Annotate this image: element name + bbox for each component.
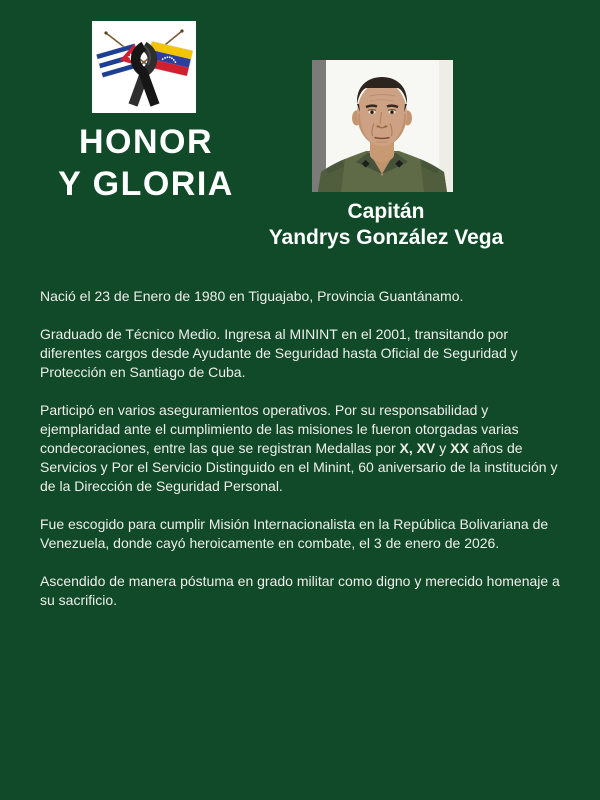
page-title [0, 121, 292, 205]
officer-rank: Capitán [347, 200, 425, 223]
crossed-flags-graphic [92, 21, 196, 113]
bio-paragraph-2: Graduado de Técnico Medio. Ingresa al MININT en el 2001, transitando por diferentes cargos desde Ayudante de Seguridad hasta Oficial de Seguridad y Protección en Santiago de Cuba. [40, 326, 518, 380]
bio-p3-medal-years-2: XX [450, 440, 469, 456]
mourning-ribbon-icon [133, 46, 155, 105]
bio-paragraph-1: Nació el 23 de Enero de 1980 en Tiguajabo, Provincia Guantánamo. [40, 288, 464, 304]
bio-p3-medal-years-1: X, XV [399, 440, 436, 456]
biography [40, 287, 568, 629]
bio-paragraph-3 [40, 401, 568, 496]
photo-caption [246, 199, 526, 251]
bio-p3-text-end: años de Servicios y Por el Servicio Distinguido en el Minint, 60 aniversario de la institución y de la Dirección de Seguridad Personal. [40, 440, 558, 494]
officer-portrait-illustration [312, 60, 453, 192]
portrait-photo [312, 60, 453, 192]
bio-paragraph-5: Ascendido de manera póstuma en grado militar como digno y merecido homenaje a su sacrificio. [40, 573, 560, 608]
title-line-1: HONOR [78, 123, 214, 161]
title-line-2: Y GLORIA [58, 165, 234, 203]
bio-p3-text: Participó en varios aseguramientos operativos. Por su responsabilidad y ejemplaridad ante el cumplimiento de las misiones le fueron otorgadas varias condecoraciones, entre las que se registran Medallas por [40, 402, 519, 456]
flags-emblem [92, 21, 196, 113]
bio-paragraph-4: Fue escogido para cumplir Misión Internacionalista en la República Bolivariana de Venezuela, donde cayó heroicamente en combate, el 3 de enero de 2026. [40, 516, 549, 551]
officer-name: Yandrys González Vega [268, 226, 504, 249]
bio-p3-conjunction: y [435, 440, 451, 456]
